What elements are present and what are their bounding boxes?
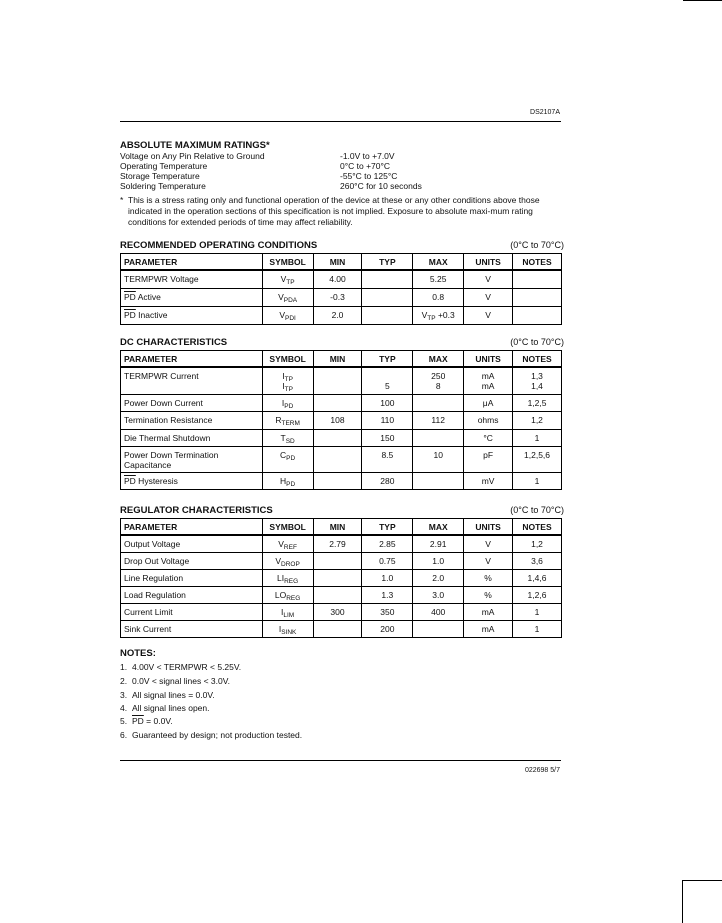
- cell-symbol: $I_{PD}$: [262, 394, 313, 411]
- page-code: 022698 5/7: [524, 767, 560, 774]
- note-item: 4. All signal lines open.: [120, 703, 210, 713]
- cell-symbol: $V_{DROP}$: [262, 552, 313, 569]
- table-header-row: [121, 254, 562, 271]
- cell-max: $V_{TP} +0.3$: [413, 306, 464, 324]
- cell-typ: 350: [362, 603, 413, 620]
- cell-typ: 150: [362, 429, 413, 446]
- col-min: MIN: [313, 351, 362, 368]
- abs-max-param: Voltage on Any Pin Relative to Ground: [120, 151, 265, 161]
- cell-units: V: [464, 288, 513, 306]
- abs-max-param: Operating Temperature: [120, 161, 208, 171]
- cell-min: [313, 367, 362, 394]
- cell-symbol: $I_{LIM}$: [262, 603, 313, 620]
- cell-parameter: $\overline{PD}$ Hysteresis: [121, 472, 263, 489]
- dc-condition: (0°C to 70°C): [510, 337, 564, 347]
- notes-title: NOTES:: [120, 648, 156, 659]
- cell-parameter: Power Down Termination Capacitance: [121, 446, 263, 472]
- table-row: [121, 306, 562, 324]
- cell-symbol: $I_{SINK}$: [262, 620, 313, 637]
- cell-typ: 1.0: [362, 569, 413, 586]
- cell-notes: [513, 270, 562, 288]
- cell-parameter: Sink Current: [121, 620, 263, 637]
- abs-max-footnote: [120, 195, 562, 228]
- cell-max: [413, 472, 464, 489]
- cell-max: 2.0: [413, 569, 464, 586]
- cell-parameter: Load Regulation: [121, 586, 263, 603]
- reg-title: REGULATOR CHARACTERISTICS: [120, 505, 273, 516]
- cell-max: 5.25: [413, 270, 464, 288]
- table-row: [121, 569, 562, 586]
- footer-rule: [120, 760, 561, 761]
- cell-symbol: $LI_{REG}$: [262, 569, 313, 586]
- cell-units: ohms: [464, 411, 513, 429]
- col-min: MIN: [313, 519, 362, 536]
- cell-parameter: Die Thermal Shutdown: [121, 429, 263, 446]
- col-parameter: PARAMETER: [121, 254, 263, 271]
- table-row: [121, 603, 562, 620]
- cell-min: [313, 620, 362, 637]
- table-row: [121, 472, 562, 489]
- table-row: [121, 620, 562, 637]
- col-parameter: PARAMETER: [121, 351, 263, 368]
- cell-notes: 1: [513, 603, 562, 620]
- col-notes: NOTES: [513, 351, 562, 368]
- cell-notes: 1: [513, 472, 562, 489]
- cell-units: mV: [464, 472, 513, 489]
- cell-parameter: Drop Out Voltage: [121, 552, 263, 569]
- cell-max: [413, 394, 464, 411]
- cell-min: [313, 472, 362, 489]
- col-typ: TYP: [362, 519, 413, 536]
- cell-typ: 0.75: [362, 552, 413, 569]
- crop-mark-bottom-right: [682, 880, 722, 923]
- cell-min: 4.00: [313, 270, 362, 288]
- col-min: MIN: [313, 254, 362, 271]
- cell-symbol: $LO_{REG}$: [262, 586, 313, 603]
- footnote-star: *: [120, 195, 124, 205]
- cell-typ: 100: [362, 394, 413, 411]
- abs-max-value: -1.0V to +7.0V: [340, 151, 395, 161]
- cell-min: 2.79: [313, 535, 362, 552]
- cell-min: 300: [313, 603, 362, 620]
- cell-max: 0.8: [413, 288, 464, 306]
- abs-max-param: Storage Temperature: [120, 171, 200, 181]
- table-row: [121, 270, 562, 288]
- cell-units: %: [464, 586, 513, 603]
- cell-symbol: $V_{PDI}$: [262, 306, 313, 324]
- roc-table: [120, 253, 562, 325]
- abs-max-value: 0°C to +70°C: [340, 161, 391, 171]
- table-row: [121, 586, 562, 603]
- col-notes: NOTES: [513, 254, 562, 271]
- abs-max-row: [120, 171, 561, 181]
- cell-min: [313, 394, 362, 411]
- cell-min: [313, 446, 362, 472]
- cell-typ: 110: [362, 411, 413, 429]
- cell-max: [413, 429, 464, 446]
- cell-parameter: $\overline{PD}$ Inactive: [121, 306, 263, 324]
- cell-typ: [362, 270, 413, 288]
- cell-typ: 2.85: [362, 535, 413, 552]
- note-item: 3. All signal lines = 0.0V.: [120, 690, 215, 700]
- footnote-text: This is a stress rating only and functional operation of the device at these or any other conditions above those indicated in the operation sections of this specification is not implied. Exposure to absolute maxi-mum rating conditions for extended periods of time may affect reliability.: [128, 195, 540, 227]
- cell-notes: 1: [513, 429, 562, 446]
- cell-notes: 1,3 1,4: [513, 367, 562, 394]
- table-row: [121, 446, 562, 472]
- cell-symbol: $I_{TP}$ $I_{TP}$: [262, 367, 313, 394]
- note-item: 6. Guaranteed by design; not production tested.: [120, 730, 303, 740]
- cell-units: V: [464, 306, 513, 324]
- table-row: [121, 288, 562, 306]
- cell-typ: 1.3: [362, 586, 413, 603]
- cell-parameter: $\overline{PD}$ Active: [121, 288, 263, 306]
- cell-symbol: $C_{PD}$: [262, 446, 313, 472]
- cell-typ: 8.5: [362, 446, 413, 472]
- abs-max-row: [120, 181, 561, 191]
- cell-typ: 280: [362, 472, 413, 489]
- table-row: [121, 394, 562, 411]
- table-row: [121, 367, 562, 394]
- abs-max-value: -55°C to 125°C: [340, 171, 398, 181]
- cell-units: °C: [464, 429, 513, 446]
- cell-parameter: TERMPWR Voltage: [121, 270, 263, 288]
- col-parameter: PARAMETER: [121, 519, 263, 536]
- col-typ: TYP: [362, 254, 413, 271]
- cell-notes: 1,2,5,6: [513, 446, 562, 472]
- cell-symbol: $V_{TP}$: [262, 270, 313, 288]
- note-item: 1. 4.00V < TERMPWR < 5.25V.: [120, 662, 242, 672]
- cell-min: [313, 552, 362, 569]
- cell-max: 250 8: [413, 367, 464, 394]
- cell-max: 3.0: [413, 586, 464, 603]
- cell-units: mA: [464, 603, 513, 620]
- cell-notes: 1,2: [513, 411, 562, 429]
- note-item: 5. $\overline{PD} = 0.0V$.: [120, 716, 173, 726]
- table-row: [121, 552, 562, 569]
- cell-units: pF: [464, 446, 513, 472]
- col-units: UNITS: [464, 351, 513, 368]
- col-max: MAX: [413, 351, 464, 368]
- cell-max: 10: [413, 446, 464, 472]
- abs-max-row: [120, 161, 561, 171]
- abs-max-row: [120, 151, 561, 161]
- table-header-row: [121, 351, 562, 368]
- cell-units: mA: [464, 620, 513, 637]
- cell-symbol: $R_{TERM}$: [262, 411, 313, 429]
- cell-symbol: $T_{SD}$: [262, 429, 313, 446]
- cell-symbol: $V_{PDA}$: [262, 288, 313, 306]
- cell-notes: [513, 288, 562, 306]
- cell-parameter: Termination Resistance: [121, 411, 263, 429]
- crop-mark-top-right: [683, 0, 722, 5]
- col-typ: TYP: [362, 351, 413, 368]
- table-row: [121, 429, 562, 446]
- cell-min: [313, 429, 362, 446]
- cell-units: V: [464, 270, 513, 288]
- table-row: [121, 411, 562, 429]
- col-max: MAX: [413, 254, 464, 271]
- cell-min: [313, 586, 362, 603]
- cell-min: 2.0: [313, 306, 362, 324]
- roc-title: RECOMMENDED OPERATING CONDITIONS: [120, 240, 318, 251]
- cell-parameter: Power Down Current: [121, 394, 263, 411]
- cell-notes: 1: [513, 620, 562, 637]
- col-symbol: SYMBOL: [262, 519, 313, 536]
- cell-typ: 5: [362, 367, 413, 394]
- table-row: [121, 535, 562, 552]
- table-header-row: [121, 519, 562, 536]
- cell-typ: 200: [362, 620, 413, 637]
- cell-notes: 3,6: [513, 552, 562, 569]
- cell-max: 1.0: [413, 552, 464, 569]
- cell-parameter: Line Regulation: [121, 569, 263, 586]
- cell-units: V: [464, 535, 513, 552]
- abs-max-title: ABSOLUTE MAXIMUM RATINGS*: [120, 140, 270, 151]
- cell-typ: [362, 306, 413, 324]
- cell-parameter: Current Limit: [121, 603, 263, 620]
- dc-table: [120, 350, 562, 490]
- note-item: 2. 0.0V < signal lines < 3.0V.: [120, 676, 230, 686]
- abs-max-param: Soldering Temperature: [120, 181, 206, 191]
- cell-units: mA mA: [464, 367, 513, 394]
- cell-notes: 1,2,5: [513, 394, 562, 411]
- cell-typ: [362, 288, 413, 306]
- col-units: UNITS: [464, 519, 513, 536]
- col-symbol: SYMBOL: [262, 254, 313, 271]
- cell-notes: 1,2: [513, 535, 562, 552]
- col-units: UNITS: [464, 254, 513, 271]
- roc-condition: (0°C to 70°C): [510, 240, 564, 250]
- reg-table: [120, 518, 562, 638]
- cell-symbol: $V_{REF}$: [262, 535, 313, 552]
- document-id: DS2107A: [530, 109, 560, 116]
- col-max: MAX: [413, 519, 464, 536]
- dc-title: DC CHARACTERISTICS: [120, 337, 228, 348]
- cell-units: %: [464, 569, 513, 586]
- cell-parameter: Output Voltage: [121, 535, 263, 552]
- cell-units: V: [464, 552, 513, 569]
- cell-notes: [513, 306, 562, 324]
- cell-max: 2.91: [413, 535, 464, 552]
- cell-notes: 1,4,6: [513, 569, 562, 586]
- col-notes: NOTES: [513, 519, 562, 536]
- header-rule: [120, 121, 561, 122]
- abs-max-value: 260°C for 10 seconds: [340, 181, 422, 191]
- col-symbol: SYMBOL: [262, 351, 313, 368]
- reg-condition: (0°C to 70°C): [510, 505, 564, 515]
- cell-parameter: TERMPWR Current: [121, 367, 263, 394]
- cell-max: 112: [413, 411, 464, 429]
- cell-notes: 1,2,6: [513, 586, 562, 603]
- cell-min: [313, 569, 362, 586]
- cell-symbol: $H_{PD}$: [262, 472, 313, 489]
- cell-min: -0.3: [313, 288, 362, 306]
- cell-max: 400: [413, 603, 464, 620]
- cell-max: [413, 620, 464, 637]
- cell-min: 108: [313, 411, 362, 429]
- cell-units: μA: [464, 394, 513, 411]
